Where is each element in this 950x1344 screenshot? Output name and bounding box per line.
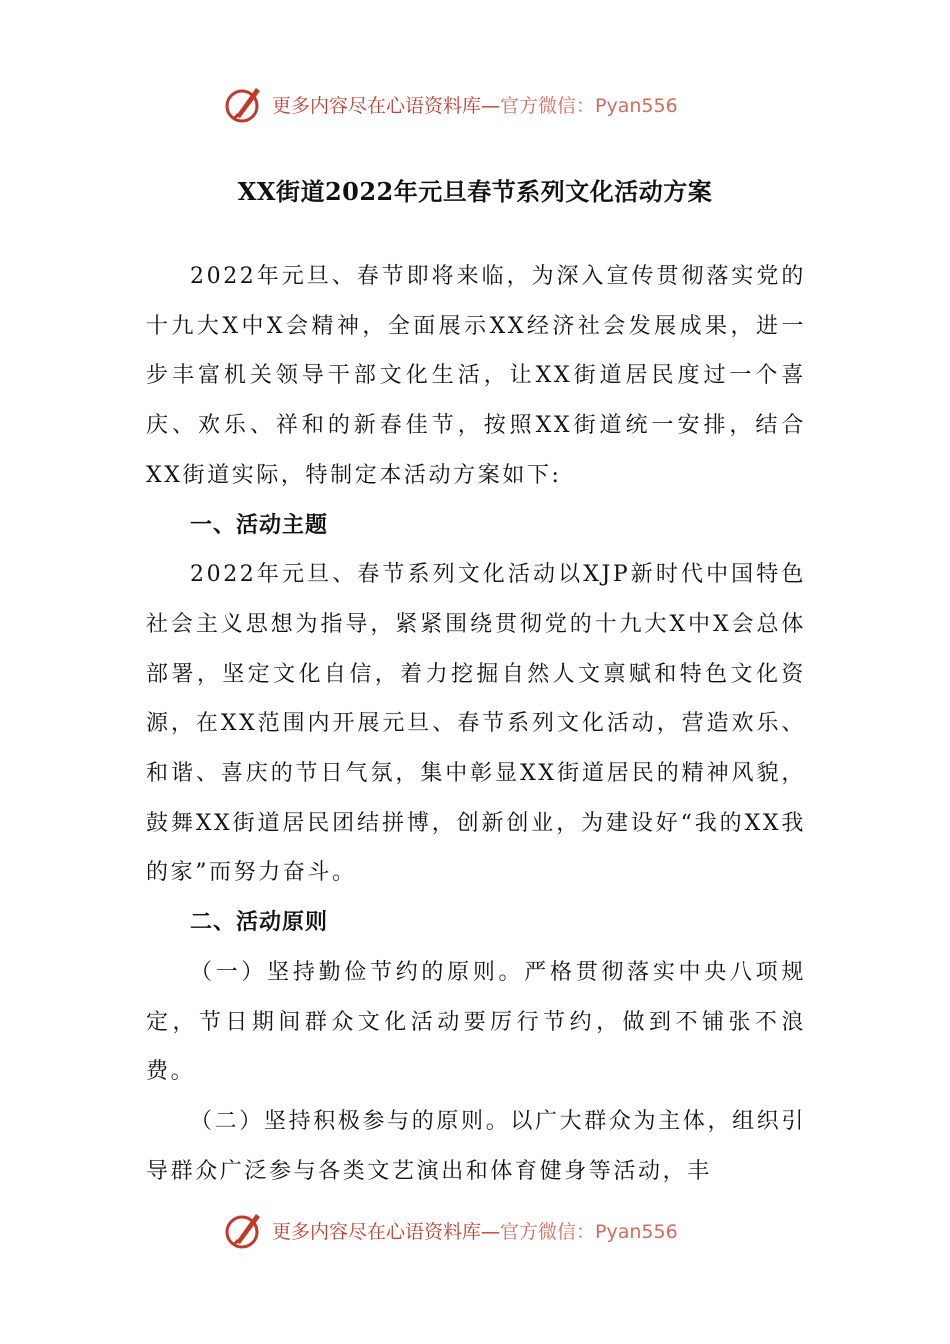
theme-paragraph: 2022年元旦、春节系列文化活动以XJP新时代中国特色社会主义思想为指导，紧紧围绕贯彻党的十九大X中X会总体部署，坚定文化自信，着力挖掘自然人文禀赋和特色文化资源，在XX范围内开展元旦、春节系列文化活动，营造欢乐、和谐、喜庆的节日气氛，集中彰显XX街道居民的精神风貌，鼓舞XX街道居民团结拼博，创新创业，为建设好“我的XX我的家”而努力奋斗。	[146, 562, 806, 886]
intro-paragraph: 2022年元旦、春节即将来临，为深入宣传贯彻落实党的十九大X中X会精神，全面展示XX经济社会发展成果，进一步丰富机关领导干部文化生活，让XX街道居民度过一个喜庆、欢乐、祥和的新春佳节，按照XX街道统一安排，结合XX街道实际，特制定本活动方案如下:	[146, 264, 806, 488]
banner-text: 更多内容尽在心语资料库—官方微信：Pyan556	[272, 1220, 678, 1243]
quill-logo-icon	[222, 82, 266, 126]
section-heading-principles: 二、活动原则	[190, 910, 329, 936]
footer-watermark-banner	[222, 1208, 742, 1252]
principle-paragraph-1: （一）坚持勤俭节约的原则。严格贯彻落实中央八项规定，节日期间群众文化活动要厉行节约，做到不铺张不浪费。	[146, 959, 806, 1085]
header-watermark-banner	[222, 82, 742, 126]
document-body	[146, 252, 806, 1196]
principle-paragraph-2: （二）坚持积极参与的原则。以广大群众为主体，组织引导群众广泛参与各类文艺演出和体育健身等活动，丰	[146, 1108, 806, 1184]
quill-logo-icon	[222, 1208, 266, 1252]
document-title: XX街道2022年元旦春节系列文化活动方案	[237, 177, 713, 206]
section-heading-theme: 一、活动主题	[190, 512, 329, 538]
banner-text: 更多内容尽在心语资料库—官方微信：Pyan556	[272, 94, 678, 117]
